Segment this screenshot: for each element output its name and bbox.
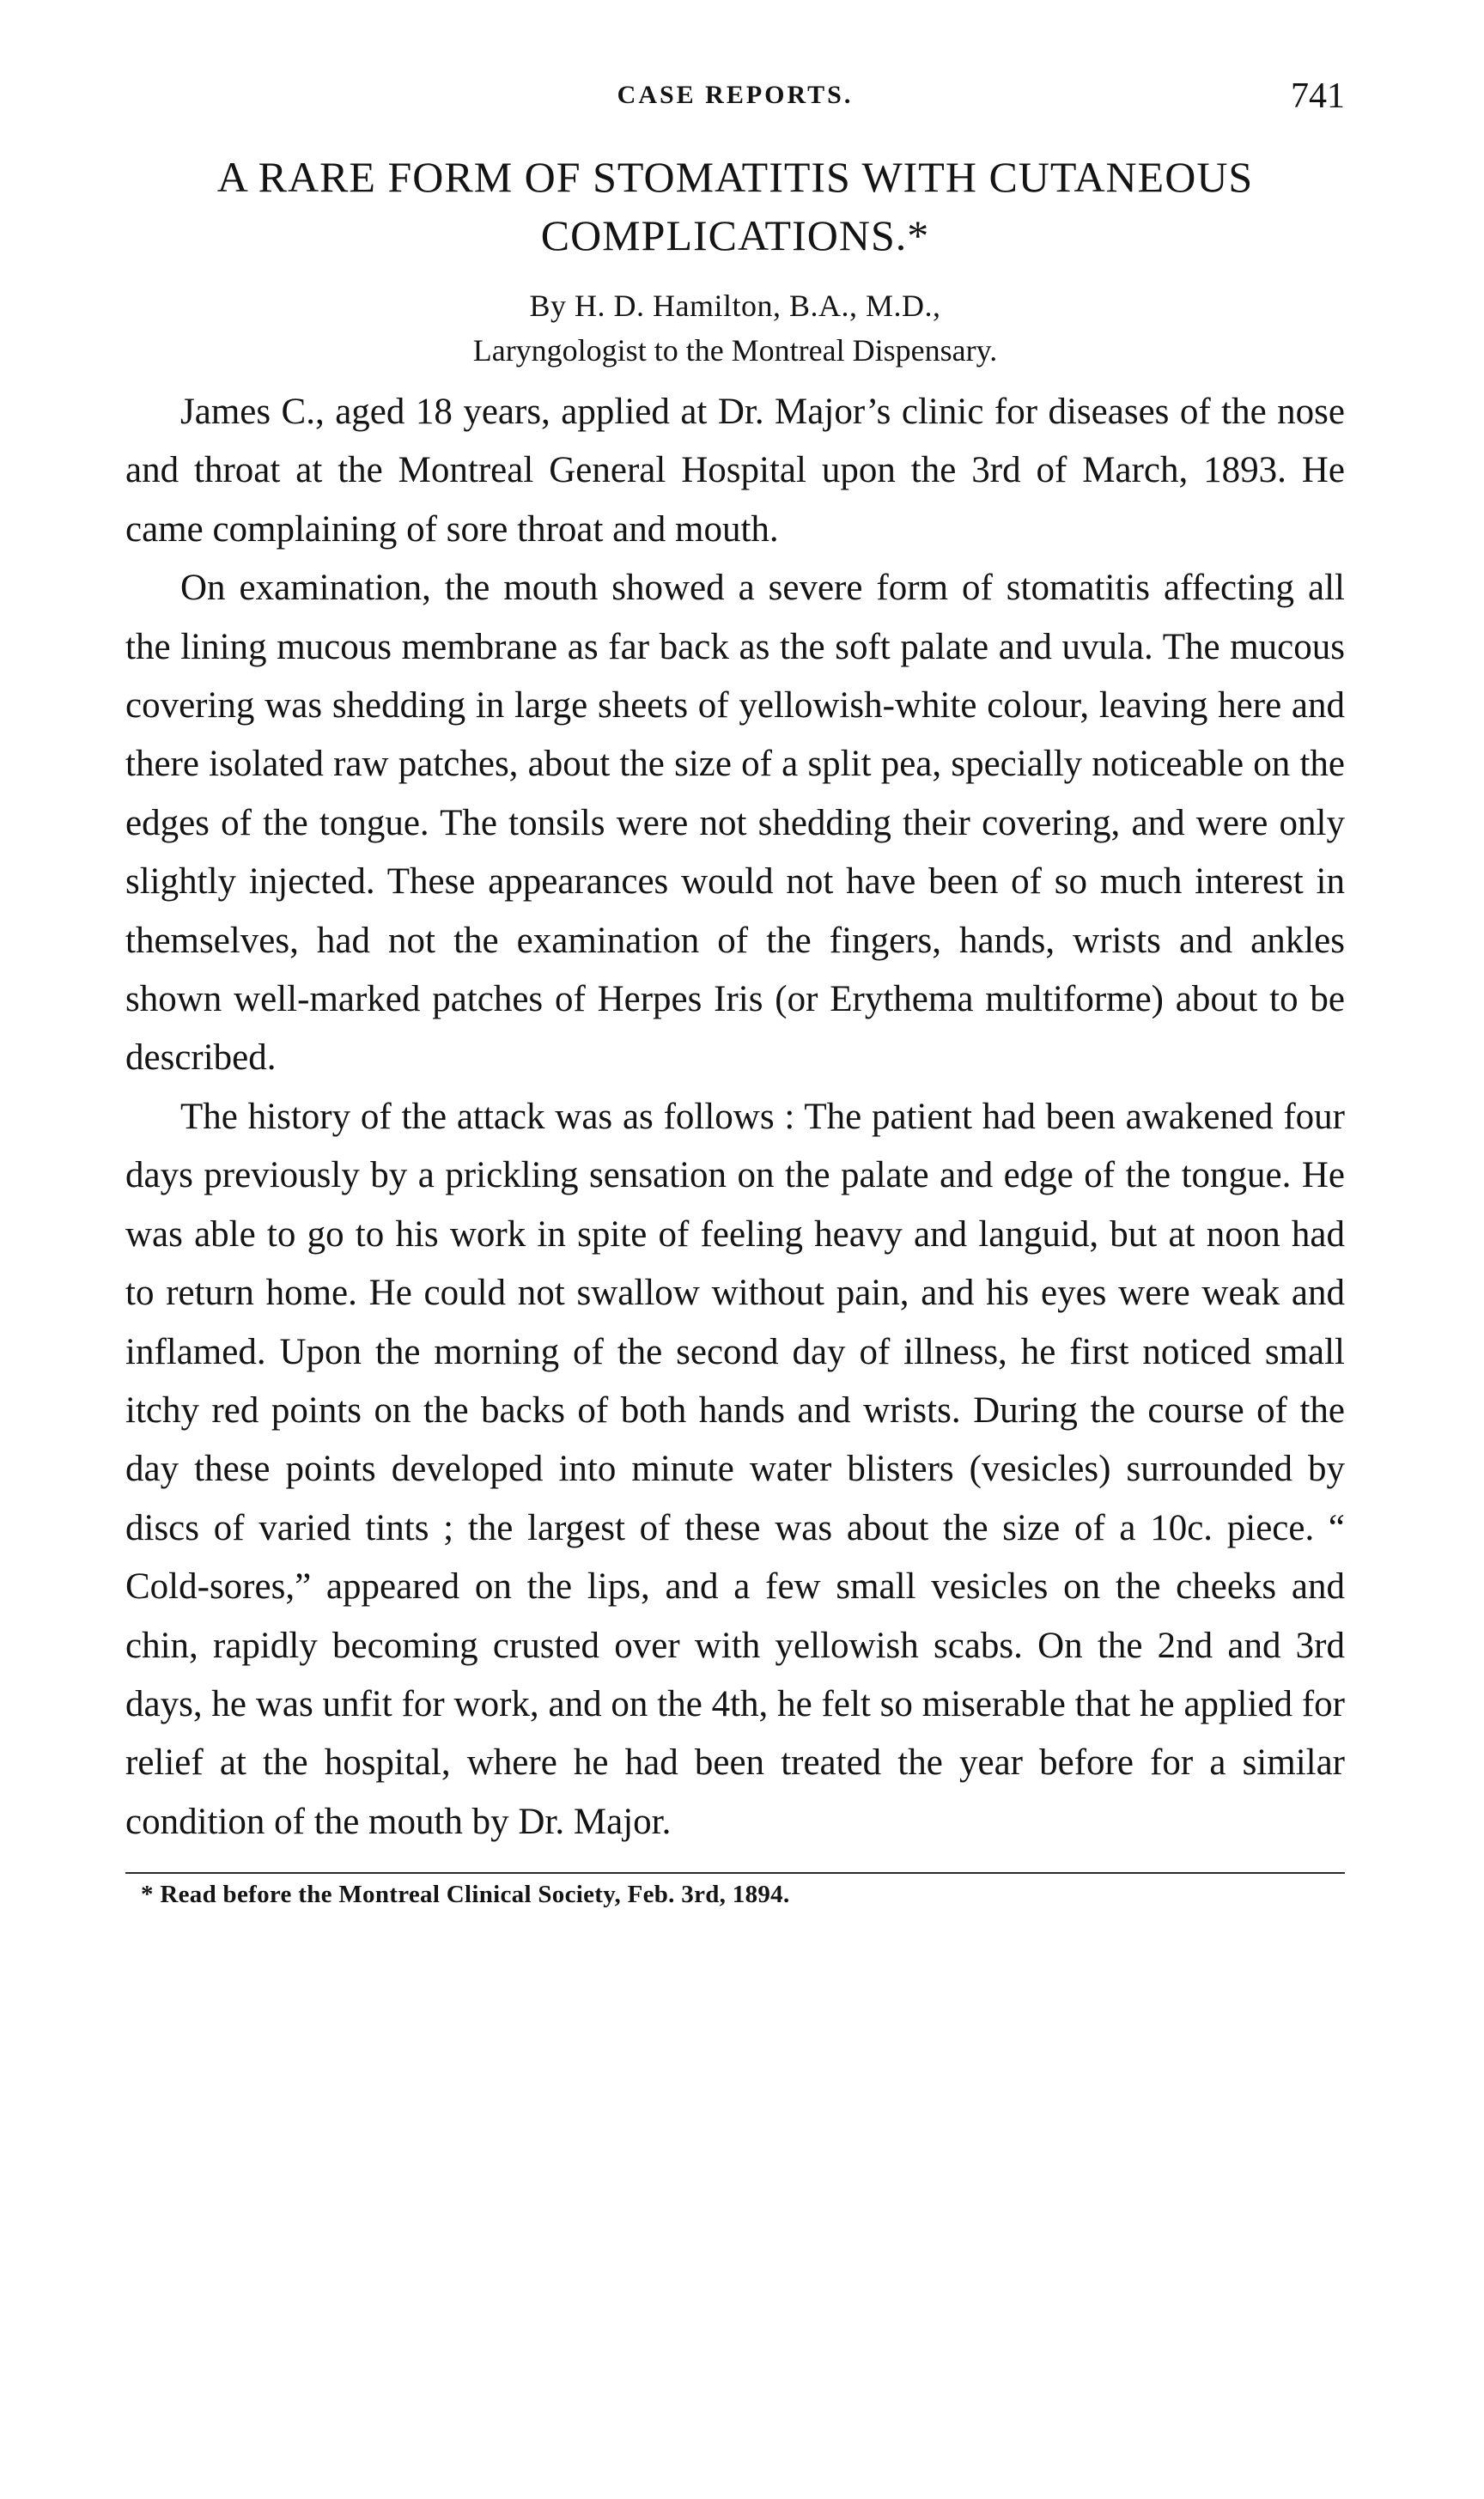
document-page (125, 76, 1345, 1909)
running-header (125, 76, 1345, 131)
author-line: By H. D. Hamilton, B.A., M.D., (529, 289, 941, 323)
author-affiliation: Laryngologist to the Montreal Dispensary. (472, 333, 998, 368)
article-title-line-1: A RARE FORM OF STOMATITIS WITH CUTANEOUS (216, 153, 1254, 201)
article-title-line-2: COMPLICATIONS.* (540, 211, 930, 259)
page-number: 741 (1291, 76, 1345, 116)
article-title (125, 148, 1345, 264)
article-body (125, 383, 1345, 1851)
byline (125, 283, 1345, 373)
paragraph-1: James C., aged 18 years, applied at Dr. Major’s clinic for diseases of the nose and throat at the Montreal General Hospital upon the 3rd of March, 1893. He came complaining of sore throat and mouth. (125, 392, 1345, 550)
paragraph-3: The history of the attack was as follows : The patient had been awakened four days previously by a prickling sensation on the palate and edge of the tongue. He was able to go to his work in spite of feeling heavy and languid, but at noon had to return home. He could not swallow without pain, and his eyes were weak and inflamed. Upon the morning of the second day of illness, he first noticed small itchy red points on the backs of both hands and wrists. During the course of the day these points developed into minute water blisters (vesicles) surrounded by discs of varied tints ; the largest of these was about the size of a 10c. piece. “ Cold-sores,” appeared on the lips, and a few small vesicles on the cheeks and chin, rapidly becoming crusted over with yellowish scabs. On the 2nd and 3rd days, he was unfit for work, and on the 4th, he felt so miserable that he applied for relief at the hospital, where he had been treated the year before for a similar condition of the mouth by Dr. Major. (125, 1096, 1345, 1842)
footnote: * Read before the Montreal Clinical Society, Feb. 3rd, 1894. (141, 1881, 790, 1909)
paragraph-2: On examination, the mouth showed a severe form of stomatitis affecting all the lining mucous membrane as far back as the soft palate and uvula. The mucous covering was shedding in large sheets of yellowish-white colour, leaving here and there isolated raw patches, about the size of a split pea, specially noticeable on the edges of the tongue. The tonsils were not shedding their covering, and were only slightly injected. These appearances would not have been of so much interest in themselves, had not the examination of the fingers, hands, wrists and ankles shown well-marked patches of Herpes Iris (or Erythema multiforme) about to be described. (125, 568, 1345, 1079)
footnote-divider (125, 1872, 1345, 1874)
running-title: CASE REPORTS. (617, 81, 854, 109)
